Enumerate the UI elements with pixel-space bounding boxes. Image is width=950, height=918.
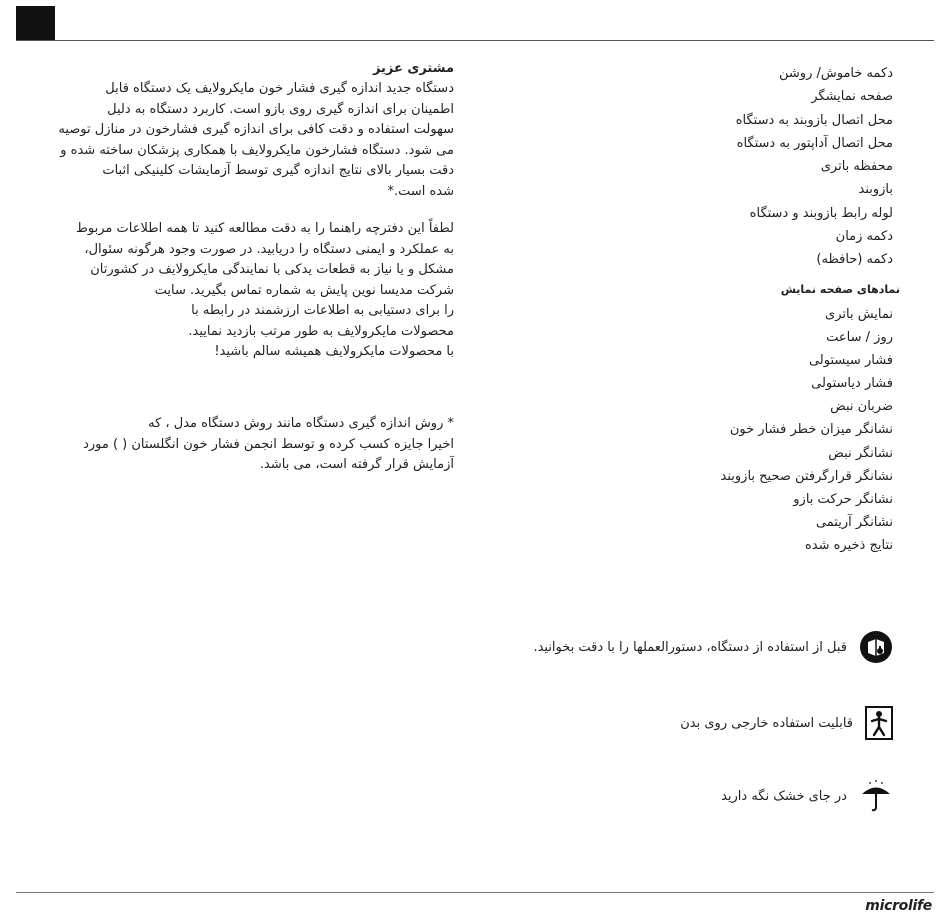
symbols-heading: نمادهای صفحه نمایش xyxy=(780,283,900,296)
symbols-item: نشانگر حرکت بازو xyxy=(793,491,893,507)
symbols-item: نشانگر میزان خطر فشار خون xyxy=(729,422,893,438)
bottom-rule xyxy=(16,892,934,893)
parts-item: دکمه (حافظه) xyxy=(816,252,893,268)
symbols-item: روز / ساعت xyxy=(826,330,893,346)
letter-line: دستگاه جدید اندازه گیری فشار خون مایکرولایف یک دستگاه قابل xyxy=(105,81,454,96)
letter-line: به عملکرد و ایمنی دستگاه را دریابید. در صورت وجود هرگونه سئوال، xyxy=(84,241,454,257)
letter-line: مشکل و یا نیاز به قطعات یدکی با نمایندگی مایکرولایف در کشورتان xyxy=(90,262,454,277)
keep-dry-text: در جای خشک نگه دارید xyxy=(721,788,847,804)
letter-line: شده است.* xyxy=(387,183,454,199)
symbols-item: نتایج ذخیره شده xyxy=(804,537,893,553)
read-manual-text: قبل از استفاده از دستگاه، دستورالعملها را با دقت بخوانید. xyxy=(533,639,847,655)
letter-line: آزمایش قرار گرفته است، می باشد. xyxy=(259,457,454,472)
letter-line: را برای دستیابی به اطلاعات ارزشمند در رابطه با xyxy=(191,303,454,318)
letter-line: لطفاً این دفترچه راهنما را به دقت مطالعه کنید تا همه اطلاعات مربوط xyxy=(75,221,454,236)
parts-item: لوله رابط بازوبند و دستگاه xyxy=(749,205,893,221)
letter-footnote xyxy=(18,414,454,476)
parts-item: بازوبند xyxy=(858,182,893,198)
body-type-text: قابلیت استفاده خارجی روی بدن xyxy=(680,715,853,731)
letter-line: اخیرا جایزه کسب کرده و توسط انجمن فشار خون انگلستان ( ) مورد xyxy=(83,436,454,452)
brand-logo: microlife xyxy=(865,898,932,914)
symbols-item: نشانگر آریتمی xyxy=(815,514,893,530)
letter-line: * روش اندازه گیری دستگاه مانند روش دستگاه مدل ، که xyxy=(148,416,454,431)
parts-item: محل اتصال آداپتور به دستگاه xyxy=(736,135,893,151)
letter-line: سهولت استفاده و دقت کافی برای اندازه گیری فشارخون در منازل توصیه xyxy=(58,122,454,137)
type-bf-person-icon xyxy=(865,706,893,740)
letter-line: شرکت مدیسا نوین پایش به شماره تماس بگیرید. سایت xyxy=(154,282,454,298)
parts-item: محل اتصال بازوبند به دستگاه xyxy=(735,112,893,128)
top-rule xyxy=(16,40,934,41)
letter-paragraph-intro xyxy=(18,79,454,202)
read-manual-icon xyxy=(859,630,893,664)
letter-paragraph-instructions xyxy=(18,219,454,363)
safety-read-manual xyxy=(533,630,893,664)
parts-item: دکمه خاموش/ روشن xyxy=(779,66,893,81)
letter-line: با محصولات مایکرولایف همیشه سالم باشید! xyxy=(214,344,454,359)
symbols-item: فشار دیاستولی xyxy=(811,376,893,392)
symbols-list xyxy=(593,303,893,557)
letter-line: می شود. دستگاه فشارخون مایکرولایف با همکاری پزشکان ساخته شده و xyxy=(60,142,454,158)
symbols-item: فشار سیستولی xyxy=(808,353,893,369)
parts-item: دکمه زمان xyxy=(835,229,893,245)
parts-list xyxy=(593,62,893,272)
symbols-item: نمایش باتری xyxy=(825,307,893,322)
umbrella-icon xyxy=(859,779,893,813)
letter-title: مشتری عزیز xyxy=(372,61,454,76)
letter-line: اطمینان برای اندازه گیری روی بازو است. کاربرد دستگاه به دلیل xyxy=(107,101,454,117)
letter-line: دقت بسیار بالای نتایج اندازه گیری توسط آزمایشات کلینیکی اثبات xyxy=(102,163,454,178)
symbols-item: نشانگر قرارگرفتن صحیح بازوبند xyxy=(720,468,893,484)
symbols-item: ضربان نبض xyxy=(830,399,893,415)
parts-item: صفحه نمایشگر xyxy=(811,89,893,105)
safety-keep-dry xyxy=(721,779,893,813)
safety-body-type xyxy=(680,706,893,740)
parts-item: محفظه باتری xyxy=(820,159,893,175)
letter-line: محصولات مایکرولایف به طور مرتب بازدید نمایید. xyxy=(188,323,454,339)
symbols-item: نشانگر نبض xyxy=(828,445,893,461)
corner-block xyxy=(16,6,55,40)
